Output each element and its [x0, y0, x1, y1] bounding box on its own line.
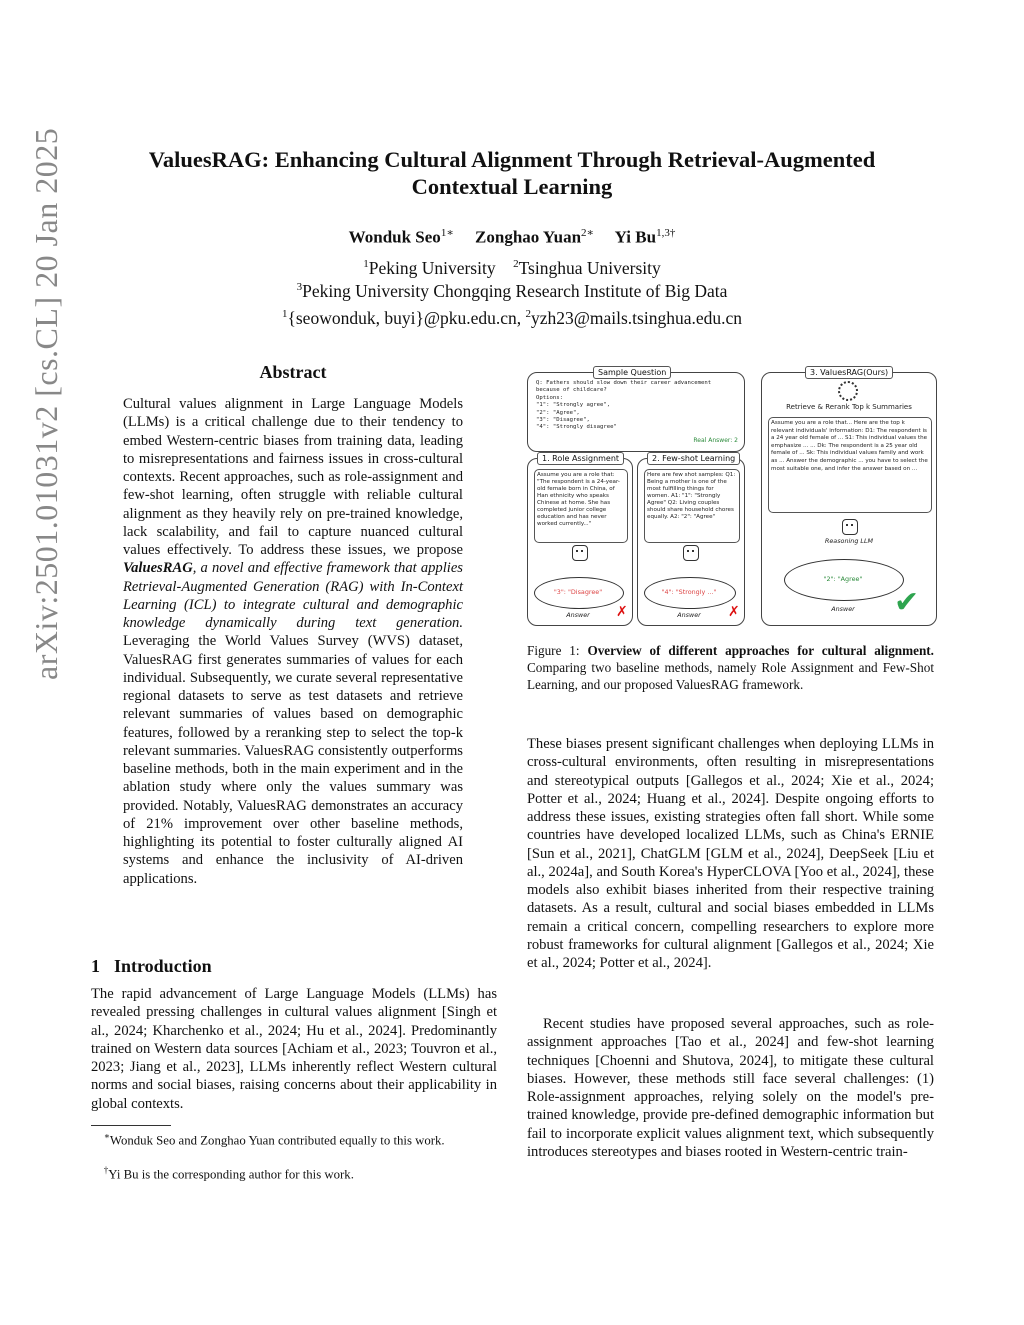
reasoning-llm-icon	[842, 519, 858, 535]
question-text: Q: Fathers should slow down their career advancement because of childcare? Options: "1": "Strongly agree", "2": "Agree", "3": "Disagree", "4": "Strongly disagree"	[536, 380, 712, 431]
valuesrag-tab: 3. ValuesRAG(Ours)	[805, 366, 893, 379]
retrieve-label: Retrieve & Rerank Top k Summaries	[786, 403, 912, 411]
email-link[interactable]: {seowonduk, buyi}@pku.edu.cn,	[287, 307, 522, 328]
author-name: Yi Bu	[614, 227, 657, 247]
correct-check-icon: ✔	[894, 585, 920, 620]
footnote-2: †Yi Bu is the corresponding author for this work.	[103, 1165, 354, 1182]
email-link[interactable]: yzh23@mails.tsinghua.edu.cn	[531, 307, 743, 328]
section-heading: 1 Introduction	[91, 956, 212, 976]
author-list: Wonduk Seo$^{1∗}$ Zonghao Yuan$^{2∗}$ Yi $Bu^{1,3\dagger}$	[348, 227, 676, 247]
real-answer: Real Answer: 2	[693, 436, 738, 444]
role-answer: "3": "Disagree"	[553, 588, 603, 596]
few-shot-prompt: Here are few shot samples: Q1: Being a mother is one of the most fulfilling things for women. A1: "1": "Strongly Agree" Q2: Living couples should share household chores equally. A2: "2": "Agree"	[644, 469, 740, 543]
arxiv-identifier: arXiv:2501.01031v2 [cs.CL] 20 Jan 2025	[28, 127, 64, 680]
valuesrag-panel	[761, 372, 937, 626]
abstract-heading: Abstract	[259, 362, 327, 382]
affiliation-line-2: $^3$Peking University Chongqing Research Institute of Big Data	[296, 280, 728, 301]
footnote-rule	[91, 1125, 171, 1126]
method-name: ValuesRAG	[123, 560, 193, 577]
reasoning-llm-label: Reasoning LLM	[824, 537, 874, 545]
footnote-1: ∗Wonduk Seo and Zonghao Yuan contributed equally to this work.	[103, 1131, 445, 1148]
few-shot-answer: "4": "Strongly ..."	[661, 588, 717, 596]
wrong-cross-icon: ✗	[728, 604, 740, 620]
sample-question-tab: Sample Question	[593, 366, 671, 379]
title-line-1: ValuesRAG: Enhancing Cultural Alignment Through Retrieval-Augmented	[148, 147, 876, 172]
figure-1	[527, 364, 945, 628]
wrong-cross-icon: ✗	[616, 604, 628, 620]
retriever-gear-icon	[838, 381, 858, 401]
few-shot-panel	[637, 458, 745, 626]
author-name: Zonghao Yuan	[475, 227, 582, 247]
intro-paragraph: The rapid advancement of Large Language Models (LLMs) has revealed pressing challenges in cultural values alignment [Singh et al., 2024; Kharchenko et al., 2024; Hu et al., 2024]. Predominantly trained on Western data sources [Achiam et al., 2023; Touvron et al., 2023; Jiang et al., 2023], LLMs inherently reflect Western cultural norms and social biases, raising concerns about their applicability in global contexts.	[91, 986, 497, 1112]
sample-question-panel	[527, 372, 745, 452]
role-assignment-tab: 1. Role Assignment	[537, 452, 624, 465]
title-line-2: Contextual Learning	[411, 174, 613, 199]
answer-label: Answer	[831, 605, 855, 613]
body-paragraph: Recent studies have proposed several approaches, such as role-assignment approaches [Tao et al., 2024] and few-shot learning techniques [Choenni and Shutova, 2024], to mitigate these cultural biases. However, these methods still face several challenges: (1) Role-assignment approaches, relying solely on the model's pre-trained knowledge, provide pre-defined demographic information but fail to incorporate explicit values alignment text, which subsequently introduces stereotypes and biases rooted in Western-centric train-	[527, 1016, 934, 1160]
answer-label: Answer	[677, 611, 701, 619]
llm-robot-icon	[683, 545, 699, 561]
affiliation-line-1: $^1$Peking University $^2$Tsinghua University	[363, 257, 661, 278]
body-paragraph: These biases present significant challenges when deploying LLMs in cross-cultural environments, often resulting in misrepresentations and stereotypical outputs [Gallegos et al., 2024; Xie et al., 2024; Potter et al., 2024; Huang et al., 2024]. Despite ongoing efforts to address these issues, existing strategies often fall short. While some countries have developed localized LLMs, such as China's ERNIE [Sun et al., 2021], ChatGLM [GLM et al., 2024], DeepSeek [Liu et al., 2024a], and South Korea's HyperCLOVA [Yoo et al., 2024], these models also exhibit biases inherited from their respective training datasets. As a result, cultural and social biases embedded in LLMs remain a critical concern, compelling researchers to explore more robust frameworks for cultural alignment [Gallegos et al., 2024; Xie et al., 2024; Potter et al., 2024].	[527, 736, 934, 971]
llm-robot-icon	[572, 545, 588, 561]
answer-label: Answer	[566, 611, 590, 619]
abstract-body: Cultural values alignment in Large Language Models (LLMs) is a critical challenge due to their tendency to embed Western-centric biases from training data, leading to misrepresentations and fairness issues in cross-cultural contexts. Recent approaches, such as role-assignment and few-shot learning, often struggle with reliable cultural alignment as they heavily rely on pre-trained knowledge, lack scalability, and fail to capture nuanced cultural values effectively. To address these issues, we propose ValuesRAG, a novel and effective framework that applies Retrieval-Augmented Generation (RAG) with In-Context Learning (ICL) to integrate cultural and demographic knowledge dynamically during text generation. Leveraging the World Values Survey (WVS) dataset, ValuesRAG first generates summaries of values for each individual. Subsequently, we curate several representative regional datasets to serve as test datasets and retrieve relevant summaries of values based on demographic features, followed by a reranking step to select the top-k relevant summaries. ValuesRAG consistently outperforms baseline methods, both in the main experiment and in the ablation study where only the values summary was provided. Notably, ValuesRAG demonstrates an accuracy of 21% improvement over other baseline methods, highlighting its potential to foster culturally aligned AI systems and enhance the inclusivity of AI-driven applications.	[123, 396, 463, 887]
valuesrag-answer: "2": "Agree"	[823, 575, 863, 583]
valuesrag-prompt: Assume you are a role that... Here are the top k relevant individuals' information: D1: The respondent is a 24 year old female of ... S1: This individual values the emphasize ... ... Dk: The respondent is a 25 year old female of ... Sk: This individual values family and work as ... Answer the demographic ... you have to select the most suitable one, and infer the answer based on ...	[768, 417, 932, 513]
few-shot-tab: 2. Few-shot Learning	[647, 452, 740, 465]
figure-caption: Figure 1: Overview of different approaches for cultural alignment. Comparing two baseline methods, namely Role Assignment and Few-Shot Learning, and our proposed ValuesRAG framework.	[527, 643, 934, 692]
email-line: $^1${seowonduk, buyi}@pku.edu.cn, $^2$yzh23@mails.tsinghua.edu.cn	[281, 307, 743, 328]
paper-title	[90, 146, 934, 200]
role-prompt: Assume you are a role that: "The respondent is a 24-year-old female born in China, of Han ethnicity who speaks Chinese at home. She has completed junior college education and has never worked currently..."	[534, 469, 628, 543]
role-assignment-panel	[527, 458, 633, 626]
author-name: Wonduk Seo	[348, 227, 441, 247]
